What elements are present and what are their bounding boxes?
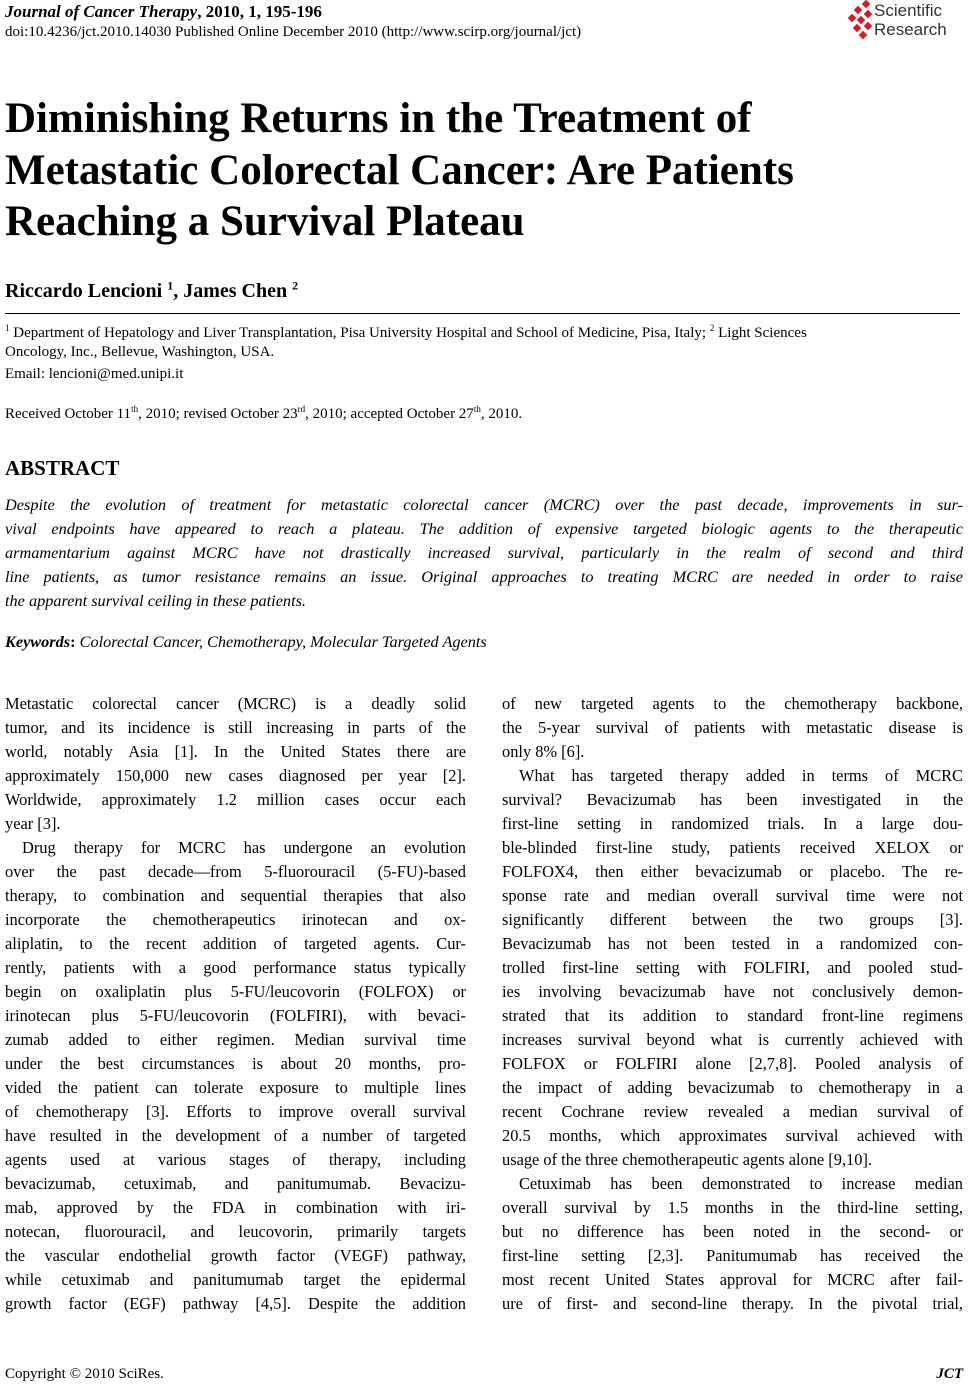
text-line: recent Cochrane review revealed a median survival of (502, 1102, 963, 1121)
doi-line: doi:10.4236/jct.2010.14030 Published Online December 2010 (http://www.scirp.org/journal/jct) (5, 24, 582, 40)
paragraph (5, 692, 466, 836)
text-line: increases survival beyond what is currently achieved with (502, 1030, 963, 1049)
keywords-value: Colorectal Cancer, Chemotherapy, Molecular Targeted Agents (79, 632, 487, 651)
abstract-body (5, 493, 963, 613)
journal-citation (5, 2, 322, 22)
text-line: year [3]. (5, 814, 61, 833)
affiliation-mark: 2 (709, 323, 715, 333)
text-line: incorporate the chemotherapeutics irinotecan and ox- (5, 910, 466, 929)
text-line: growth factor (EGF) pathway [4,5]. Despite the addition (5, 1294, 466, 1313)
authors (5, 280, 298, 303)
keywords-label: Keywords (5, 632, 71, 651)
text-line: the 5-year survival of patients with metastatic disease is (502, 718, 963, 737)
text-line: bevacizumab, cetuximab, and panitumumab. Bevacizu- (5, 1174, 466, 1193)
text-line: Metastatic colorectal cancer (MCRC) is a deadly solid (5, 694, 466, 713)
logo-text-line1: Scientific (874, 1, 943, 20)
paper-title-line: Reaching a Survival Plateau (5, 198, 525, 245)
text-line: aliplatin, to the recent addition of targeted agents. Cur- (5, 934, 466, 953)
text-line: notecan, fluorouracil, and leucovorin, primarily targets (5, 1222, 466, 1241)
revised-text: , 2010; revised October 23 (138, 406, 298, 422)
paper-title-line: Diminishing Returns in the Treatment of (5, 95, 752, 142)
text-line: while cetuximab and panitumumab target the epidermal (5, 1270, 466, 1289)
abstract-line: vival endpoints have appeared to reach a plateau. The addition of expensive targeted biologic agents to the therapeutic (5, 519, 963, 538)
journal-abbreviation: JCT (936, 1366, 963, 1382)
text-line: What has targeted therapy added in terms of MCRC (519, 766, 963, 785)
text-line: agents used at various stages of therapy, including (5, 1150, 466, 1169)
keywords-sep: : (70, 632, 80, 651)
text-line: Worldwide, approximately 1.2 million cases occur each (5, 790, 466, 809)
body-column-left (5, 692, 466, 1316)
text-line: overall survival by 1.5 months in the third-line setting, (502, 1198, 963, 1217)
text-line: begin on oxaliplatin plus 5-FU/leucovorin (FOLFOX) or (5, 982, 466, 1001)
text-line: FOLFOX4, then either bevacizumab or placebo. The re- (502, 862, 963, 881)
text-line: irinotecan plus 5-FU/leucovorin (FOLFIRI), with bevaci- (5, 1006, 466, 1025)
text-line: the impact of adding bevacizumab to chemotherapy in a (502, 1078, 963, 1097)
text-line: ure of first- and second-line therapy. In the pivotal trial, (502, 1294, 963, 1313)
text-line: first-line setting [2,3]. Panitumumab has received the (502, 1246, 963, 1265)
text-line: therapy, to combination and sequential therapies that also (5, 886, 466, 905)
affiliation-mark: 1 (167, 278, 174, 293)
divider (5, 313, 960, 314)
affiliation-text: Department of Hepatology and Liver Transplantation, Pisa University Hospital and School of Medicine, Pisa, Italy; (9, 325, 710, 341)
copyright: Copyright © 2010 SciRes. (5, 1366, 164, 1382)
ordinal: th (473, 404, 481, 414)
paper-title-line: Metastatic Colorectal Cancer: Are Patients (5, 147, 794, 194)
text-line: Drug therapy for MCRC has undergone an evolution (22, 838, 466, 857)
affiliation-mark: 2 (292, 278, 299, 293)
paragraph (502, 1172, 963, 1316)
text-line: usage of the three chemotherapeutic agents alone [9,10]. (502, 1150, 872, 1169)
ordinal: th (131, 404, 139, 414)
text-line: ble-blinded first-line study, patients received XELOX or (502, 838, 963, 857)
journal-name: Journal of Cancer Therapy (5, 2, 198, 21)
text-line: first-line setting in randomized trials. In a large dou- (502, 814, 963, 833)
text-line: significantly different between the two groups [3]. (502, 910, 963, 929)
text-line: only 8% [6]. (502, 742, 585, 761)
text-line: tumor, and its incidence is still increasing in parts of the (5, 718, 466, 737)
text-line: of chemotherapy [3]. Efforts to improve overall survival (5, 1102, 466, 1121)
diamond-cluster-icon (846, 0, 874, 44)
affiliation-line: Oncology, Inc., Bellevue, Washington, USA. (5, 344, 275, 360)
paragraph (5, 836, 466, 1316)
affiliation-text: Light Sciences (714, 325, 807, 341)
email[interactable]: Email: lencioni@med.unipi.it (5, 366, 184, 382)
text-line: Cetuximab has been demonstrated to increase median (519, 1174, 963, 1193)
abstract-heading: ABSTRACT (5, 456, 120, 480)
received-text: Received October 11 (5, 406, 132, 422)
keywords (5, 632, 487, 652)
author-name: , James Chen (173, 280, 293, 302)
text-line: Bevacizumab has not been tested in a randomized con- (502, 934, 963, 953)
abstract-line: the apparent survival ceiling in these patients. (5, 591, 306, 610)
text-line: survival? Bevacizumab has been investigated in the (502, 790, 963, 809)
text-line: 20.5 months, which approximates survival achieved with (502, 1126, 963, 1145)
text-line: rently, patients with a good performance status typically (5, 958, 466, 977)
volume-pages: , 2010, 1, 195-196 (197, 2, 322, 21)
text-line: have resulted in the development of a number of targeted (5, 1126, 466, 1145)
abstract-line: armamentarium against MCRC have not drastically increased survival, particularly in the realm of second and third (5, 543, 963, 562)
body-column-right (502, 692, 963, 1316)
abstract-line: Despite the evolution of treatment for metastatic colorectal cancer (MCRC) over the past decade, improvements in sur- (5, 495, 963, 514)
author-name: Riccardo Lencioni (5, 280, 168, 302)
publisher-logo (846, 0, 968, 44)
text-line: FOLFOX or FOLFIRI alone [2,7,8]. Pooled analysis of (502, 1054, 963, 1073)
text-line: trolled first-line setting with FOLFIRI, and pooled stud- (502, 958, 963, 977)
text-line: ies involving bevacizumab have not conclusively demon- (502, 982, 963, 1001)
text-line: mab, approved by the FDA in combination with iri- (5, 1198, 466, 1217)
paragraph (502, 692, 963, 764)
abstract-line: line patients, as tumor resistance remains an issue. Original approaches to treating MCRC are needed in order to raise (5, 567, 963, 586)
received-dates (5, 406, 522, 423)
text-line: vided the patient can tolerate exposure to multiple lines (5, 1078, 466, 1097)
text-line: but no difference has been noted in the second- or (502, 1222, 963, 1241)
text-line: strated that its addition to standard front-line regimens (502, 1006, 963, 1025)
year-text: , 2010. (480, 406, 523, 422)
text-line: approximately 150,000 new cases diagnosed per year [2]. (5, 766, 466, 785)
text-line: of new targeted agents to the chemotherapy backbone, (502, 694, 963, 713)
text-line: world, notably Asia [1]. In the United States there are (5, 742, 466, 761)
text-line: the vascular endothelial growth factor (VEGF) pathway, (5, 1246, 466, 1265)
text-line: sponse rate and median overall survival time were not (502, 886, 963, 905)
paragraph (502, 764, 963, 1172)
accepted-text: , 2010; accepted October 27 (305, 406, 474, 422)
logo-text-line2: Research (874, 20, 947, 39)
text-line: zumab added to either regimen. Median survival time (5, 1030, 466, 1049)
ordinal: rd (297, 404, 306, 414)
text-line: over the past decade—from 5-fluorouracil (5-FU)-based (5, 862, 466, 881)
text-line: under the best circumstances is about 20 months, pro- (5, 1054, 466, 1073)
affiliation-mark: 1 (5, 323, 10, 333)
affiliation-line (5, 325, 807, 342)
text-line: most recent United States approval for MCRC after fail- (502, 1270, 963, 1289)
